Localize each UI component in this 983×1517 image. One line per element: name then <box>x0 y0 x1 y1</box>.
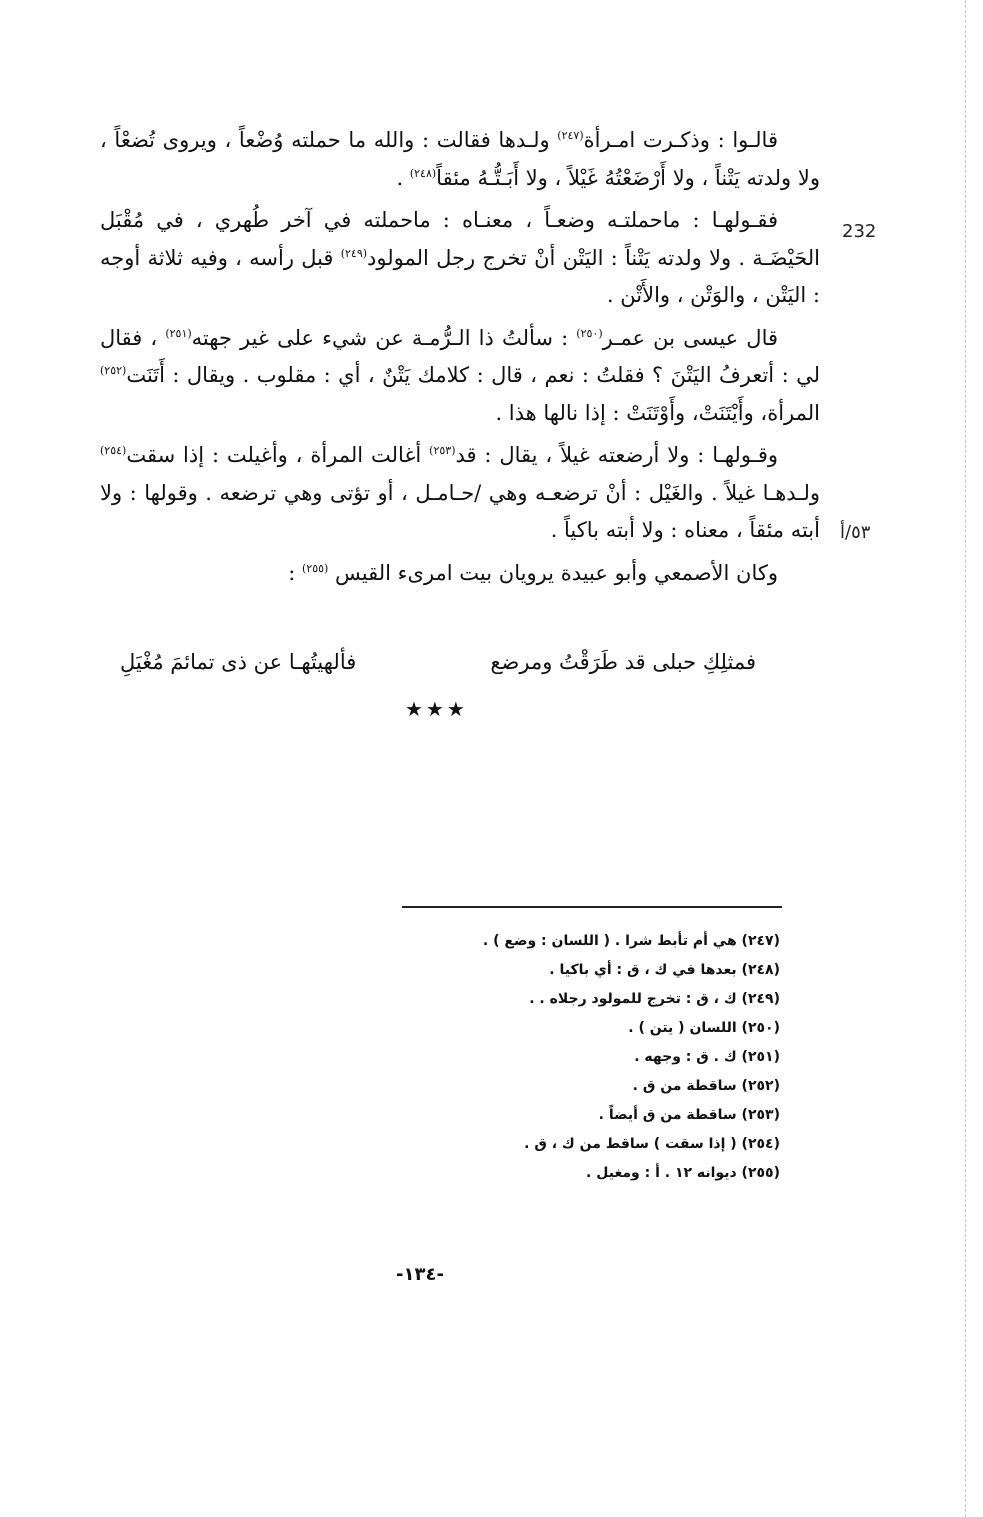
footnote-247: (٢٤٧) هي أم تأبط شرا . ( اللسان : وضع ) . <box>482 933 780 949</box>
footnote-reference: (٢٥١) <box>165 326 192 340</box>
text-run: المرأة، وأَيْتَنَتْ، وأَوْتَنَتْ : إذا نالها هذا . <box>495 400 820 425</box>
text-run: ولـدها فقالت : والله ما حملته وُضْعاً ، ويروى تُضعْاً ، ولا ولدته يَتْناً ، ولا أَرْضَعْتُهُ غَيْلاً ، ولا أَبَـتُّـهُ مئقاً <box>100 128 820 190</box>
footnote-reference: (٢٥٠) <box>576 326 603 340</box>
text-run: ، فقال لي : أتعرفُ اليَتْنَ ؟ فقلتُ : نعم ، قال : كلامك يَتْنٌ ، أي : مقلوب . ويقال : أَتَنَت <box>100 325 820 387</box>
footnote-252: (٢٥٢) ساقطة من ق . <box>632 1078 780 1094</box>
footnote-reference: (٢٤٧) <box>557 129 584 142</box>
verse-second-hemistich: فألهيتُهـا عن ذى تمائمَ مُغْيَلِ <box>120 650 357 674</box>
margin-folio-number: ٥٣/أ <box>840 522 871 543</box>
footnote-reference: (٢٥٣) <box>429 444 456 457</box>
text-run: قالـوا : وذكـرت امـرأة <box>583 128 778 152</box>
footnote-reference: (٢٤٩) <box>340 246 368 260</box>
footnote-divider <box>402 906 782 908</box>
footnote-249: (٢٤٩) ك ، ق : تخرج للمولود رجلاه . . <box>529 991 780 1007</box>
footnotes <box>380 927 780 1188</box>
footnote-reference: (٢٥٤) <box>100 444 127 457</box>
text-run: . <box>396 165 410 190</box>
text-run: أغالت المرأة ، وأغيلت : إذا سقت <box>126 443 430 467</box>
text-run: قال عيسى بن عمـر <box>602 325 779 350</box>
footnote-250: (٢٥٠) اللسان ( يتن ) . <box>628 1020 780 1036</box>
text-run: قبل رأسه ، وفيه ثلاثة أوجه : اليَتْن ، والوَتْن ، والأَتْن . <box>100 245 820 307</box>
text-run: : <box>288 560 302 585</box>
paragraph <box>100 122 820 197</box>
paragraph <box>100 202 820 315</box>
text-run: ولـدهـا غيلاً . والغَيْل : أنْ ترضعـه وهي /حـامـل ، أو تؤتى وهي ترضعه . وقولها : ولا أبته مئقاً ، معناه : ولا أبته باكياً . <box>100 480 820 542</box>
text-run: وقـولهـا : ولا أرضعته غيلاً ، يقال : قد <box>455 443 779 467</box>
paragraph <box>100 555 820 593</box>
paragraph <box>100 437 820 550</box>
footnote-251: (٢٥١) ك . ق : وجهه . <box>634 1049 780 1065</box>
paragraph <box>100 320 820 433</box>
text-run: فقـولهـا : ماحملتـه وضعـاً ، معنـاه : ماحملته في آخر طُهري ، في مُقْبَل الحَيْضَـة . ولا ولدته يَتْناً : اليَتْن أنْ تخرج رجل المولود <box>100 208 820 270</box>
section-separator: ★★★ <box>405 697 468 721</box>
footnote-reference: (٢٤٨) <box>409 166 437 180</box>
margin-line-number: 232 <box>842 221 877 242</box>
footnote-255: (٢٥٥) ديوانه ١٢ . أ : ومغيل . <box>586 1165 780 1181</box>
text-run: وكان الأصمعي وأبو عبيدة يرويان بيت امرىء القيس <box>328 560 778 585</box>
body-text <box>100 122 820 597</box>
footnote-253: (٢٥٣) ساقطة من ق أيضاً . <box>598 1107 780 1123</box>
verse-first-hemistich: فمثلِكِ حبلى قد طَرَقْتُ ومرضع <box>490 650 756 674</box>
poetry-verse <box>100 650 820 690</box>
footnote-248: (٢٤٨) بعدها في ك ، ق : أي باكيا . <box>549 962 780 978</box>
page-edge-line <box>965 0 966 1517</box>
text-run: : سألتُ ذا الـرُّمـة عن شيء على غير جهته <box>191 325 577 350</box>
footnote-254: (٢٥٤) ( إذا سقت ) ساقط من ك ، ق . <box>524 1136 780 1152</box>
page-number: -١٣٤- <box>396 1264 444 1285</box>
footnote-reference: (٢٥٢) <box>100 364 127 377</box>
footnote-reference: (٢٥٥) <box>302 561 329 575</box>
